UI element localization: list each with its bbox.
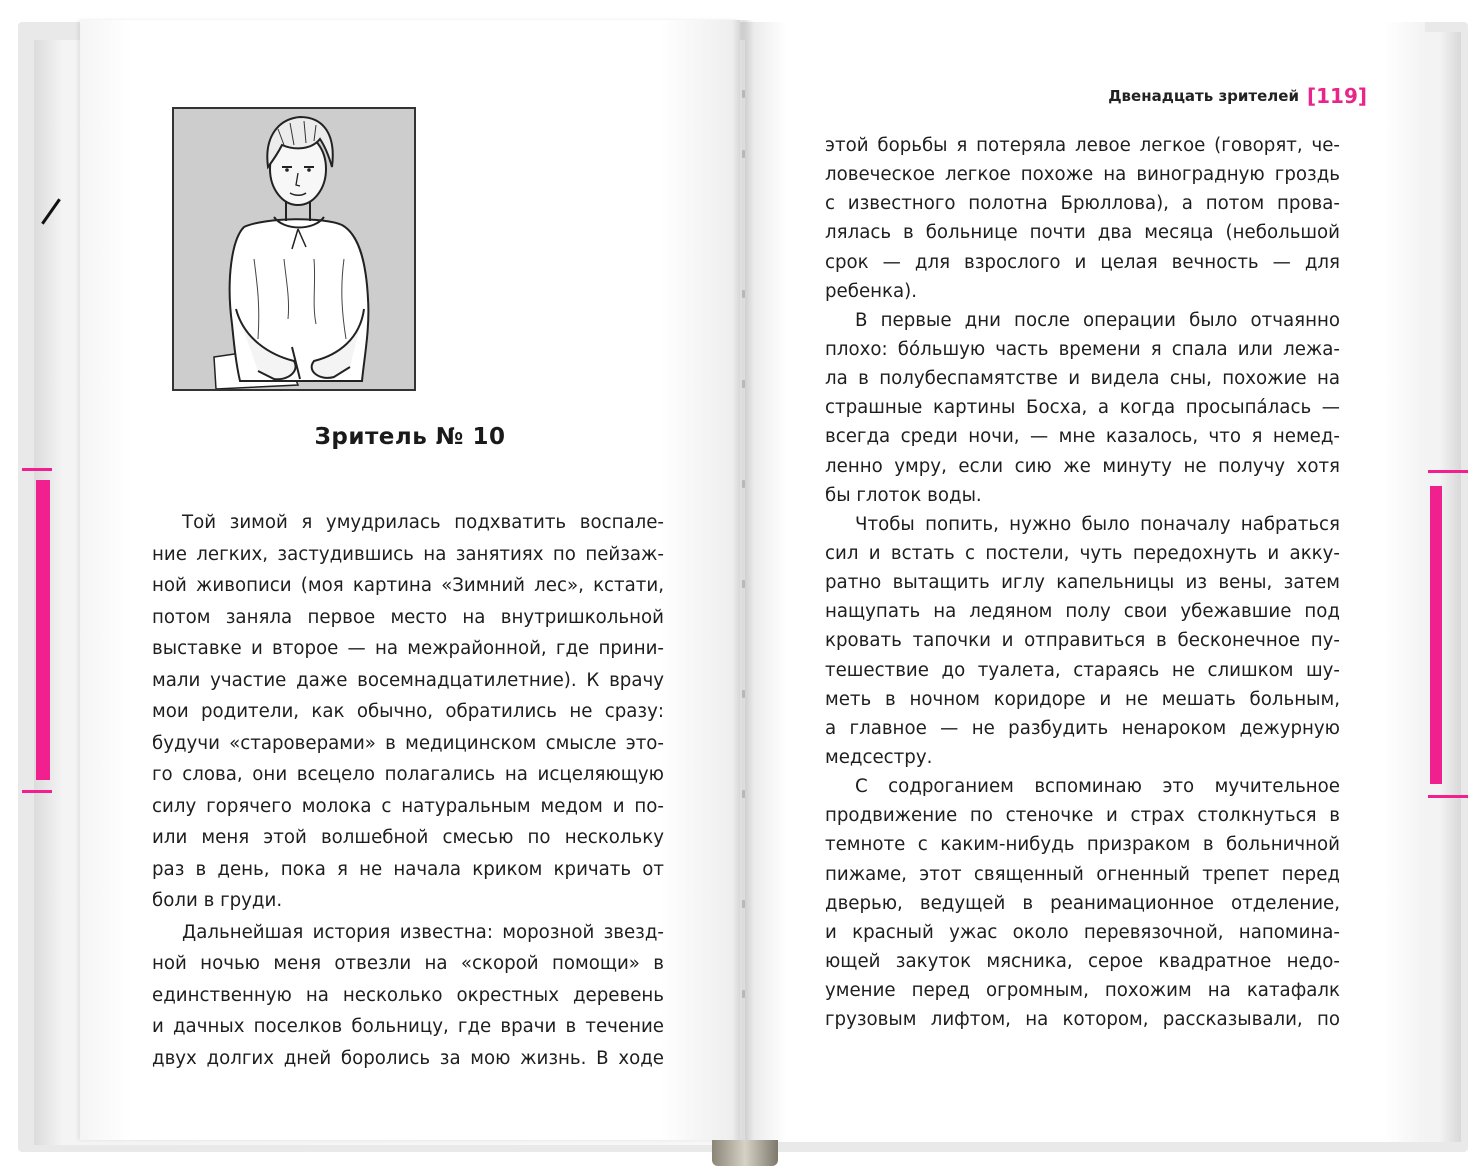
text-line: В первые дни после операции было отчаянно — [855, 309, 1340, 331]
text-line: единственную на несколько окрестных деревень — [152, 984, 664, 1006]
pink-edge-band-left — [36, 480, 50, 780]
text-line: потом заняла первое место на внутришкольной — [152, 606, 664, 628]
page-number: [119] — [1306, 84, 1367, 108]
text-line: ной живописи (моя картина «Зимний лес», кстати, — [152, 575, 664, 596]
text-line: плохо: бóльшую часть времени я спала или лежа- — [825, 338, 1340, 360]
binding-stitch — [742, 900, 745, 908]
text-line: с известного полотна Брюллова), а потом прова- — [825, 193, 1340, 215]
binding-stitch — [742, 990, 745, 998]
text-line: тешествие до туалета, стараясь не слишком шу- — [825, 659, 1340, 681]
book-spine-bottom — [712, 1140, 778, 1166]
text-line: умение перед огромным, похожим на катафалк — [825, 980, 1340, 1002]
text-line: Той зимой я умудрилась подхватить воспале- — [182, 512, 664, 533]
text-line: срок — для взрослого и целая вечность — для — [825, 251, 1340, 273]
text-line: меть в ночном коридоре и не мешать больным, — [825, 688, 1340, 710]
pink-edge-mark — [1428, 470, 1468, 473]
text-line: и красный ужас около перевязочной, напомина- — [825, 921, 1340, 943]
text-line: нащупать на ледяном полу свои убежавшие под — [825, 601, 1340, 623]
running-header — [1108, 84, 1367, 108]
binding-stitch — [742, 690, 745, 698]
binding-stitch — [742, 380, 745, 388]
text-line: дверью, ведущей в реанимационное отделение, — [825, 892, 1340, 914]
text-line: Чтобы попить, нужно было поначалу набраться — [855, 513, 1340, 535]
portrait-drawing-icon — [174, 109, 414, 389]
text-line: ющей закуток мясника, серое квадратное недо- — [825, 950, 1340, 972]
text-line: выставке и второе — на межрайонной, где прини- — [152, 638, 664, 659]
binding-stitch — [742, 790, 745, 798]
text-line: а главное — не разбудить ненароком дежурную — [825, 717, 1340, 739]
text-line: темноте с каким-нибудь призраком в больничной — [825, 834, 1340, 856]
binding-stitch — [742, 290, 745, 298]
binding-stitch — [742, 580, 745, 588]
text-line: раз в день, пока я не начала криком кричать от — [152, 858, 664, 880]
left-page — [80, 20, 740, 1140]
pink-edge-mark — [22, 790, 52, 793]
text-line: всегда среди ночи, — мне казалось, что я немед- — [825, 426, 1340, 448]
text-line: продвижение по стеночке и страх столкнуться в — [825, 805, 1340, 827]
text-line: и дачных поселков больницу, где врачи в течение — [152, 1016, 664, 1037]
pink-edge-mark — [22, 468, 52, 471]
text-line: мали участие даже восемнадцатилетние). К врачу — [152, 669, 664, 691]
pink-edge-band-right — [1430, 486, 1442, 784]
binding-stitch — [742, 90, 745, 98]
pink-edge-mark — [1428, 795, 1468, 798]
text-line: будучи «староверами» в медицинском смысле это- — [152, 732, 664, 754]
text-line: пижаме, этот священный огненный трепет перед — [825, 863, 1340, 885]
text-line: Дальнейшая история известна: морозной звезд- — [182, 921, 664, 943]
text-line: ной ночью меня отвезли на «скорой помощи» в — [152, 953, 664, 974]
text-line: ние легких, застудившись на занятиях по пейзаж- — [152, 543, 664, 565]
text-line: или меня этой волшебной смесью по нескольку — [152, 827, 664, 848]
text-line: ребенка). — [825, 280, 918, 302]
text-line: бы глоток воды. — [825, 484, 982, 506]
girl-portrait-illustration — [172, 107, 416, 391]
text-line: боли в груди. — [152, 890, 283, 911]
text-line: мои родители, как обычно, обратились не сразу: — [152, 701, 664, 722]
text-line: ленно умру, если сию же минуту не получу хотя — [825, 455, 1340, 477]
text-line: го слова, они всецело полагались на исцеляющую — [152, 764, 664, 785]
text-line: этой борьбы я потеряла левое легкое (говорят, че- — [825, 135, 1340, 156]
text-line: ратно вытащить иглу капельницы из вены, затем — [825, 572, 1340, 594]
text-line: лялась в больнице почти два месяца (небольшой — [825, 222, 1340, 244]
text-line: ловеческое легкое похоже на виноградную гроздь — [825, 164, 1340, 186]
text-line: кровать тапочки и отправиться в бесконечное пу- — [825, 630, 1340, 652]
right-page — [745, 22, 1425, 1142]
text-line: грузовым лифтом, на котором, рассказывали, по — [825, 1009, 1340, 1031]
text-line: страшные картины Босха, а когда просыпáлась — — [825, 397, 1340, 419]
text-line: ла в полубеспамятстве и видела сны, похожие на — [825, 368, 1340, 390]
text-line: силу горячего молока с натуральным медом и по- — [152, 795, 664, 817]
binding-stitch — [742, 150, 745, 158]
text-line: медсестру. — [825, 746, 933, 768]
text-line: С содроганием вспоминаю это мучительное — [855, 776, 1340, 798]
chapter-title: Зритель № 10 — [314, 424, 506, 450]
text-line: сил и встать с постели, чуть передохнуть и акку- — [825, 542, 1340, 564]
text-line: двух долгих дней боролись за мою жизнь. В ходе — [152, 1047, 664, 1069]
binding-stitch — [742, 480, 745, 488]
left-page-text — [152, 507, 664, 1074]
running-title: Двенадцать зрителей — [1108, 87, 1299, 105]
right-page-text — [825, 131, 1340, 1034]
